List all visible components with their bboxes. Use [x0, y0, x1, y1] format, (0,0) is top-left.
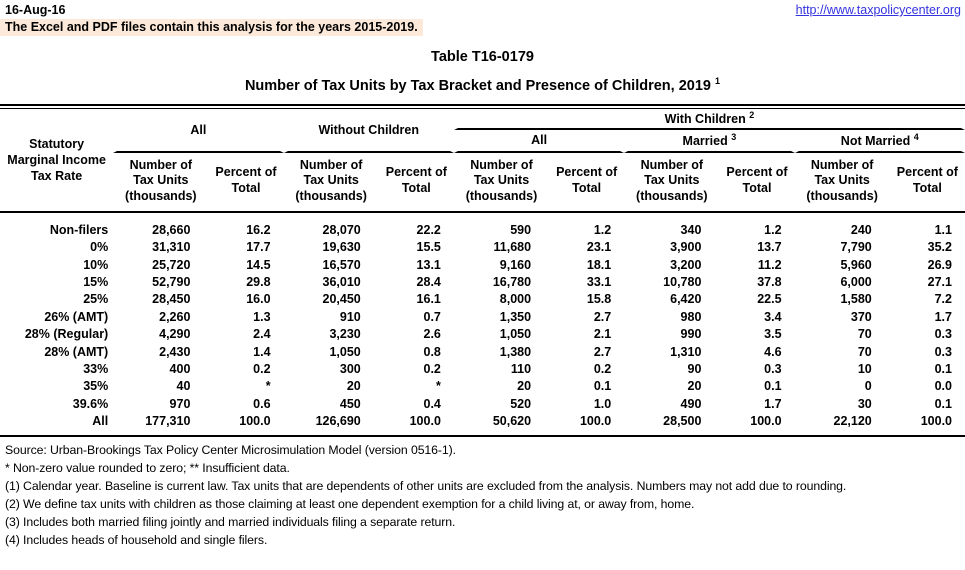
cell-number: 28,070 — [322, 222, 361, 237]
cell-percent: 2.6 — [423, 327, 441, 342]
row-label: 28% (AMT) — [44, 344, 109, 359]
row-label: 35% — [83, 379, 109, 394]
title-footnote-marker: 1 — [715, 76, 721, 86]
top-bar — [0, 0, 965, 17]
cell-percent: 16.2 — [246, 222, 271, 237]
title-block — [0, 45, 965, 98]
cell-number: 910 — [339, 309, 361, 324]
cell-number: 52,790 — [152, 275, 191, 290]
cell-number: 3,230 — [329, 327, 361, 342]
group-header-without-children: Without Children — [284, 109, 454, 153]
cell-percent: 23.1 — [586, 240, 612, 255]
cell-percent: 1.4 — [253, 344, 271, 359]
cell-number: 20 — [687, 379, 702, 394]
cell-number: 1,050 — [329, 344, 361, 359]
footnote-2: (2) We define tax units with children as those claiming at least one dependent exemption for a child living at, or away from, home. — [5, 496, 695, 511]
cell-percent: 2.7 — [593, 344, 612, 359]
highlight-note: The Excel and PDF files contain this analysis for the years 2015-2019. — [0, 19, 423, 36]
cell-percent: 29.8 — [246, 275, 271, 290]
date-label: 16-Aug-16 — [5, 3, 66, 17]
cell-number: 6,420 — [670, 292, 702, 307]
cell-number: 16,570 — [322, 257, 361, 272]
cell-number: 1,050 — [499, 327, 532, 342]
row-label: 25% — [83, 292, 109, 307]
cell-percent: 0.3 — [934, 327, 952, 342]
cell-percent: 1.7 — [764, 396, 782, 411]
cell-number: 490 — [680, 396, 702, 411]
table-row — [0, 291, 965, 308]
cell-percent: 14.5 — [246, 257, 271, 272]
cell-number: 40 — [176, 379, 191, 394]
cell-number: 450 — [339, 396, 361, 411]
cell-percent: 16.1 — [416, 292, 441, 307]
cell-percent: 22.2 — [416, 222, 441, 237]
cell-number: 5,960 — [840, 257, 872, 272]
cell-number: 22,120 — [833, 414, 872, 429]
row-label: 0% — [90, 240, 109, 255]
cell-number: 90 — [687, 362, 702, 377]
cell-percent: 15.8 — [586, 292, 612, 307]
table-row — [0, 396, 965, 413]
cell-percent: 1.7 — [934, 309, 952, 324]
cell-percent: 1.0 — [593, 396, 612, 411]
cell-percent: 1.3 — [253, 309, 271, 324]
cell-percent: 0.1 — [934, 396, 952, 411]
cell-percent: 35.2 — [927, 240, 952, 255]
table-wrapper — [0, 104, 965, 437]
cell-number: 31,310 — [152, 240, 191, 255]
group-header-with-children: With Children $^2$ — [454, 109, 965, 130]
cell-number: 7,790 — [840, 240, 872, 255]
cell-percent: 0.2 — [253, 362, 271, 377]
cell-percent: 1.2 — [764, 222, 782, 237]
cell-number: 70 — [857, 344, 872, 359]
cell-percent: 27.1 — [927, 275, 952, 290]
cell-percent: * — [436, 379, 441, 394]
footnotes-block — [0, 437, 965, 549]
column-header-percent: Percent of Total — [719, 153, 794, 213]
cell-number: 16,780 — [492, 275, 532, 290]
cell-number: 1,350 — [499, 309, 532, 324]
cell-number: 520 — [510, 396, 532, 411]
table-row — [0, 344, 965, 361]
rate-header-line: Statutory — [29, 136, 85, 151]
cell-percent: 3.5 — [764, 327, 782, 342]
row-label: 26% (AMT) — [44, 309, 109, 324]
table-subtitle: Number of Tax Units by Tax Bracket and Presence of Children, 2019 $^1$ — [244, 76, 721, 94]
table-row — [0, 326, 965, 343]
cell-percent: 22.5 — [757, 292, 782, 307]
cell-number: 370 — [850, 309, 872, 324]
subgroup-header-married: Married $^3$ — [624, 130, 794, 153]
cell-number: 30 — [857, 396, 872, 411]
cell-number: 980 — [680, 309, 702, 324]
cell-percent: 0.8 — [423, 344, 441, 359]
cell-percent: 13.1 — [416, 257, 441, 272]
column-header-percent: Percent of Total — [549, 153, 624, 213]
cell-percent: 1.1 — [934, 222, 952, 237]
cell-number: 10 — [857, 362, 872, 377]
cell-percent: 11.2 — [757, 257, 782, 272]
cell-number: 177,310 — [145, 414, 191, 429]
cell-percent: 0.6 — [253, 396, 271, 411]
row-label: 15% — [83, 275, 109, 290]
cell-number: 10,780 — [663, 275, 702, 290]
cell-number: 11,680 — [493, 240, 532, 255]
table-row — [0, 257, 965, 274]
column-header-number: Number of Tax Units (thousands) — [624, 153, 719, 213]
row-label: 33% — [83, 362, 109, 377]
cell-number: 1,380 — [499, 344, 532, 359]
with-children-footnote-marker: 2 — [749, 110, 755, 121]
cell-percent: 4.6 — [764, 344, 782, 359]
rate-header-line: Marginal Income — [7, 152, 106, 167]
cell-percent: 0.1 — [934, 362, 952, 377]
cell-number: 36,010 — [322, 275, 361, 290]
subgroup-header-all: All — [454, 130, 624, 153]
column-header-percent: Percent of Total — [890, 153, 965, 213]
cell-number: 20,450 — [322, 292, 361, 307]
cell-percent: 0.7 — [423, 309, 441, 324]
cell-percent: 26.9 — [927, 257, 952, 272]
row-label: 39.6% — [72, 396, 109, 411]
table-row — [0, 378, 965, 395]
cell-number: 400 — [169, 362, 191, 377]
cell-percent: 16.0 — [246, 292, 271, 307]
cell-number: 990 — [680, 327, 702, 342]
table-row — [0, 361, 965, 378]
cell-number: 6,000 — [840, 275, 872, 290]
cell-percent: 2.7 — [593, 309, 612, 324]
cell-percent: 0.3 — [764, 362, 782, 377]
table-row — [0, 239, 965, 256]
not-married-footnote-marker: 4 — [913, 132, 919, 143]
rate-header-line: Tax Rate — [31, 168, 83, 183]
footnote-source: Source: Urban-Brookings Tax Policy Center Microsimulation Model (version 0516-1). — [5, 442, 456, 457]
cell-number: 1,310 — [670, 344, 702, 359]
cell-percent: 100.0 — [409, 414, 441, 429]
cell-number: 340 — [680, 222, 702, 237]
cell-percent: 13.7 — [757, 240, 782, 255]
cell-number: 4,290 — [159, 327, 191, 342]
highlight-note-row — [0, 18, 965, 36]
group-header-all: All — [113, 109, 283, 153]
footnote-4: (4) Includes heads of household and single filers. — [5, 532, 268, 547]
cell-number: 50,620 — [492, 414, 532, 429]
row-label: 28% (Regular) — [24, 327, 109, 342]
table-row — [0, 274, 965, 291]
cell-percent: 0.3 — [934, 344, 952, 359]
cell-percent: 100.0 — [239, 414, 271, 429]
cell-number: 110 — [510, 362, 532, 377]
row-label: 10% — [83, 257, 109, 272]
cell-number: 70 — [857, 327, 872, 342]
cell-percent: 37.8 — [757, 275, 782, 290]
cell-number: 9,160 — [499, 257, 532, 272]
cell-percent: 0.1 — [764, 379, 782, 394]
cell-number: 28,450 — [152, 292, 191, 307]
table-row — [0, 309, 965, 326]
cell-percent: 15.5 — [416, 240, 441, 255]
cell-number: 20 — [517, 379, 532, 394]
cell-percent: 2.1 — [593, 327, 612, 342]
cell-percent: 100.0 — [750, 414, 782, 429]
cell-percent: 28.4 — [416, 275, 441, 290]
table-row — [0, 413, 965, 434]
table-row — [0, 213, 965, 239]
cell-percent: 1.2 — [593, 222, 612, 237]
cell-percent: 33.1 — [586, 275, 612, 290]
cell-number: 8,000 — [499, 292, 532, 307]
table-body — [0, 213, 965, 435]
cell-percent: 100.0 — [920, 414, 952, 429]
cell-percent: 17.7 — [246, 240, 271, 255]
cell-percent: 18.1 — [586, 257, 612, 272]
cell-number: 19,630 — [322, 240, 361, 255]
cell-percent: 100.0 — [579, 414, 612, 429]
row-label: All — [92, 414, 109, 429]
rate-column-header — [0, 109, 113, 213]
cell-number: 300 — [339, 362, 361, 377]
column-header-number: Number of Tax Units (thousands) — [113, 153, 208, 213]
cell-number: 3,900 — [670, 240, 702, 255]
cell-number: 25,720 — [152, 257, 191, 272]
footnote-1: (1) Calendar year. Baseline is current law. Tax units that are dependents of other units are excluded from the analysis. Numbers may not add due to rounding. — [5, 478, 847, 493]
column-header-number: Number of Tax Units (thousands) — [454, 153, 549, 213]
cell-percent: * — [265, 379, 271, 394]
subgroup-header-not-married: Not Married $^4$ — [795, 130, 965, 153]
cell-number: 3,200 — [670, 257, 702, 272]
cell-percent: 0.2 — [423, 362, 441, 377]
row-label: Non-filers — [49, 222, 109, 237]
cell-percent: 0.1 — [593, 379, 612, 394]
cell-percent: 7.2 — [934, 292, 952, 307]
column-header-number: Number of Tax Units (thousands) — [284, 153, 379, 213]
cell-number: 0 — [864, 379, 872, 394]
cell-number: 590 — [510, 222, 532, 237]
cell-number: 2,430 — [159, 344, 191, 359]
taxpolicycenter-link[interactable]: http://www.taxpolicycenter.org — [795, 3, 961, 17]
cell-number: 28,500 — [663, 414, 702, 429]
column-header-percent: Percent of Total — [208, 153, 283, 213]
cell-percent: 0.0 — [934, 379, 952, 394]
cell-percent: 3.4 — [764, 309, 782, 324]
column-header-percent: Percent of Total — [379, 153, 454, 213]
cell-number: 1,580 — [840, 292, 872, 307]
column-header-number: Number of Tax Units (thousands) — [795, 153, 890, 213]
tax-units-table — [0, 108, 965, 437]
cell-percent: 2.4 — [253, 327, 271, 342]
cell-number: 970 — [169, 396, 191, 411]
cell-number: 28,660 — [152, 222, 191, 237]
cell-number: 126,690 — [315, 414, 361, 429]
cell-percent: 0.2 — [593, 362, 612, 377]
footnote-3: (3) Includes both married filing jointly and married individuals filing a separate return. — [5, 514, 456, 529]
married-footnote-marker: 3 — [731, 132, 737, 143]
cell-percent: 0.4 — [423, 396, 441, 411]
cell-number: 20 — [346, 379, 361, 394]
footnote-symbols: * Non-zero value rounded to zero; ** Insufficient data. — [5, 460, 290, 475]
table-number-title: Table T16-0179 — [431, 49, 534, 65]
cell-number: 240 — [850, 222, 872, 237]
cell-number: 2,260 — [159, 309, 191, 324]
